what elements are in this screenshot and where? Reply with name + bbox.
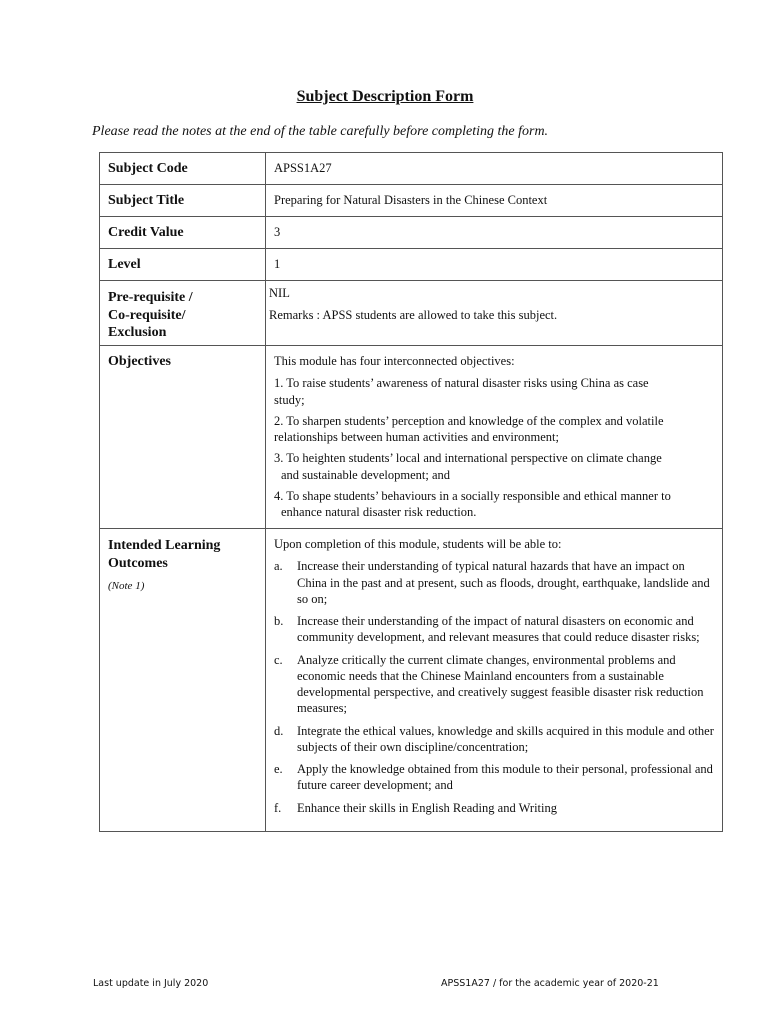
subject-code-label: Subject Code — [100, 153, 266, 185]
row-credit-value — [100, 217, 723, 249]
ilo-value — [266, 529, 723, 832]
ilo-text: Enhance their skills in English Reading and Writing — [297, 800, 557, 815]
subject-title-label: Subject Title — [100, 185, 266, 217]
objective-line: enhance natural disaster risk reduction. — [281, 505, 477, 519]
objective-item — [274, 375, 714, 408]
ilo-text: Increase their understanding of typical natural hazards that have an impact on China in the past and at present, such as floods, drought, earthquake, landslide and so on; — [297, 559, 710, 606]
level-label: Level — [100, 249, 266, 281]
ilo-intro: Upon completion of this module, students will be able to: — [274, 537, 562, 551]
subject-description-table — [99, 152, 723, 832]
ilo-label-line: Intended Learning — [108, 538, 221, 553]
ilo-letter: f. — [274, 800, 282, 815]
ilo-text: Integrate the ethical values, knowledge and skills acquired in this module and other subjects of their own discipline/concentration; — [297, 723, 714, 754]
objective-line: relationships between human activities and environment; — [274, 430, 559, 444]
ilo-letter: b. — [274, 614, 284, 628]
subject-code-value: APSS1A27 — [266, 153, 723, 185]
subject-title-value: Preparing for Natural Disasters in the Chinese Context — [266, 185, 723, 217]
credit-value-label: Credit Value — [100, 217, 266, 249]
objective-item — [274, 413, 714, 446]
ilo-text: Increase their understanding of the impact of natural disasters on economic and community development, and relevant measures that could reduce disaster risks; — [297, 614, 700, 645]
row-prerequisite — [100, 281, 723, 346]
prerequisite-value — [266, 281, 723, 346]
form-title: Subject Description Form — [296, 88, 474, 105]
level-value: 1 — [266, 249, 723, 281]
ilo-item — [274, 558, 714, 607]
footer-academic-year: APSS1A27 / for the academic year of 2020-21 — [441, 978, 659, 989]
objective-item — [274, 450, 714, 483]
ilo-letter: e. — [274, 762, 283, 776]
objectives-value — [266, 346, 723, 529]
instructions-note: Please read the notes at the end of the table carefully before completing the form. — [92, 124, 549, 139]
prerequisite-label-line: Co-requisite/ — [108, 307, 186, 323]
objective-line: 1. To raise students’ awareness of natural disaster risks using China as case — [274, 376, 649, 391]
ilo-label-line: Outcomes — [108, 555, 168, 571]
prerequisite-label-line: Pre-requisite / — [108, 290, 193, 305]
credit-value-value: 3 — [266, 217, 723, 249]
row-level — [100, 249, 723, 281]
objective-line: 4. To shape students’ behaviours in a socially responsible and ethical manner to — [274, 488, 671, 503]
row-subject-code — [100, 153, 723, 185]
objective-line: 2. To sharpen students’ perception and knowledge of the complex and volatile — [274, 413, 664, 428]
objective-item — [274, 488, 714, 521]
ilo-letter: c. — [274, 652, 283, 667]
ilo-letter: a. — [274, 559, 283, 574]
ilo-text: Apply the knowledge obtained from this module to their personal, professional and future career development; and — [297, 762, 713, 793]
prerequisite-remarks: Remarks : APSS students are allowed to take this subject. — [269, 308, 558, 323]
objective-line: 3. To heighten students’ local and international perspective on climate change — [274, 451, 662, 466]
prerequisite-nil: NIL — [269, 286, 290, 300]
objectives-label: Objectives — [100, 346, 266, 529]
ilo-item — [274, 652, 714, 717]
objective-line: study; — [274, 392, 305, 407]
ilo-item — [274, 800, 714, 816]
prerequisite-label — [100, 281, 266, 346]
objective-line: and sustainable development; and — [281, 467, 451, 482]
row-subject-title — [100, 185, 723, 217]
ilo-text: Analyze critically the current climate changes, environmental problems and economic needs that the Chinese Mainland encounters from a sustainable developmental perspective, and creatively suggest feasible disaster risk reduction measures; — [297, 652, 704, 716]
ilo-letter: d. — [274, 723, 284, 738]
row-objectives — [100, 346, 723, 529]
ilo-note: (Note 1) — [108, 580, 145, 592]
ilo-item — [274, 761, 714, 794]
prerequisite-label-line: Exclusion — [108, 325, 167, 340]
objectives-intro: This module has four interconnected objectives: — [274, 354, 515, 368]
row-intended-learning-outcomes — [100, 529, 723, 832]
footer-last-update: Last update in July 2020 — [93, 978, 209, 989]
ilo-label — [100, 529, 266, 832]
ilo-item — [274, 613, 714, 646]
ilo-item — [274, 723, 714, 756]
